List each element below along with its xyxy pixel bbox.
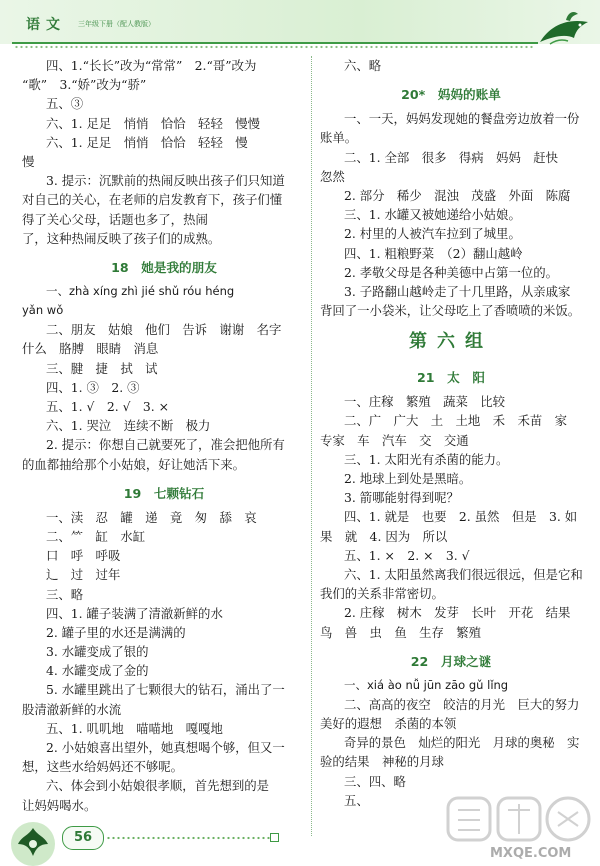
answer-line: 5. 水罐里跳出了七颗很大的钻石，涌出了一 bbox=[46, 682, 285, 698]
answer-line: 五、1. × 2. × 3. √ bbox=[344, 547, 470, 563]
answer-line: 2. 地球上到处是黑暗。 bbox=[344, 471, 472, 486]
header-grade-label: 三年级下册（配人教版） bbox=[78, 20, 155, 28]
answer-line: 五、 bbox=[344, 792, 369, 808]
bird-logo-icon bbox=[536, 8, 592, 48]
answer-line: 2. 孝敬父母是各种美德中占第一位的。 bbox=[344, 264, 559, 280]
answer-line: “歌” 3.“娇”改为“骄” bbox=[22, 77, 147, 93]
answer-line: 什么 胳膊 眼睛 消息 bbox=[22, 341, 159, 357]
answer-line: 三、四、略 bbox=[344, 773, 406, 789]
answer-line: 四、1. ③ 2. ③ bbox=[46, 379, 140, 395]
answer-line: 专家 车 汽车 交 交通 bbox=[320, 432, 469, 448]
answer-line: 辶 过 过年 bbox=[46, 567, 121, 583]
section-title-19: 19 七颗钻石 bbox=[123, 485, 205, 501]
column-divider bbox=[311, 56, 312, 836]
answer-line: 慢 bbox=[22, 153, 35, 169]
answer-line: 一、一天，妈妈发现她的餐盘旁边放着一份 bbox=[344, 111, 580, 127]
header-subject: 语文 bbox=[26, 17, 66, 33]
answer-line: 六、略 bbox=[344, 58, 382, 73]
answer-line: 六、1. 太阳虽然离我们很远很远，但是它和 bbox=[344, 566, 583, 582]
right-column bbox=[320, 56, 592, 810]
answer-line: 4. 水罐变成了金的 bbox=[46, 663, 149, 679]
answer-line: 五、1. √ 2. √ 3. × bbox=[46, 399, 170, 414]
page-number: 56 bbox=[62, 826, 104, 850]
answer-line: 五、③ bbox=[46, 96, 84, 112]
answer-line: 三、腱 捷 拭 试 bbox=[46, 360, 158, 376]
answer-line: 六、1. 足足 悄悄 恰恰 轻轻 慢 bbox=[46, 134, 248, 150]
header-dotted-rule bbox=[14, 45, 534, 49]
answer-line: 一、渎 忍 罐 递 竟 匆 舔 哀 bbox=[46, 509, 257, 525]
pinyin-line: 一、zhà xíng zhì jié shǔ róu héng bbox=[46, 283, 235, 298]
answer-line: 四、1. 就是 也要 2. 虽然 但是 3. 如 bbox=[344, 509, 578, 525]
answer-line: 2. 小姑娘喜出望外，她真想喝个够，但又一 bbox=[46, 740, 285, 755]
answer-line: 鸟 兽 虫 鱼 生存 繁殖 bbox=[320, 624, 482, 640]
answer-line: 了，这种热闹反映了孩子们的成熟。 bbox=[22, 230, 221, 246]
answer-line: 五、1. 叽叽地 喵喵地 嘎嘎地 bbox=[46, 720, 223, 736]
answer-line: 想，这些水给妈妈还不够呢。 bbox=[22, 759, 184, 775]
answer-line: 3. 水罐变成了银的 bbox=[46, 644, 149, 660]
watermark-url: MXQE.COM bbox=[490, 846, 572, 861]
answer-line: 2. 罐子里的水还是满满的 bbox=[46, 624, 186, 640]
answer-line: 背回了一小袋米，让父母吃上了香喷喷的米饭。 bbox=[320, 303, 581, 319]
answer-line: 的血都抽给那个小姑娘，好让她活下来。 bbox=[22, 456, 246, 472]
answer-line: 六、1. 足足 悄悄 恰恰 轻轻 慢慢 bbox=[46, 115, 261, 131]
header-rule bbox=[12, 42, 538, 44]
answer-line: 验的结果 神秘的月球 bbox=[320, 754, 444, 770]
section-title-18: 18 她是我的朋友 bbox=[111, 259, 217, 275]
answer-line: 奇异的景色 灿烂的阳光 月球的奥秘 实 bbox=[344, 735, 580, 751]
answer-line: 二、朋友 姑娘 他们 告诉 谢谢 名字 bbox=[46, 322, 294, 338]
answer-line: 美好的遐想 杀菌的本领 bbox=[320, 716, 457, 732]
answer-line: 口 呼 呼吸 bbox=[46, 548, 121, 564]
answer-line: 2. 村里的人被汽车拉到了城里。 bbox=[344, 226, 521, 242]
section-title-21: 21 太 阳 bbox=[417, 370, 485, 386]
pinyin-line: yǎn wǒ bbox=[22, 303, 64, 318]
answer-line: 得了关心父母，话题也多了，热闹 bbox=[22, 211, 208, 227]
answer-line: 六、体会到小姑娘很孝顺，首先想到的是 bbox=[46, 778, 270, 794]
answer-line: 让妈妈喝水。 bbox=[22, 797, 97, 813]
answer-line: 四、1. 粗粮野菜 （2）翻山越岭 bbox=[344, 245, 523, 261]
answer-line: 二、高高的夜空 皎洁的月光 巨大的努力 bbox=[344, 696, 592, 712]
answer-line: 三、略 bbox=[46, 586, 84, 602]
answer-line: 六、1. 哭泣 连续不断 极力 bbox=[46, 418, 211, 434]
group-title: 第六组 bbox=[409, 331, 493, 353]
answer-line: 账单。 bbox=[320, 130, 358, 146]
footer-dotted-rule bbox=[106, 836, 270, 840]
flower-logo-icon bbox=[4, 814, 62, 866]
answer-line: 三、1. 太阳光有杀菌的能力。 bbox=[344, 451, 509, 467]
answer-line: 一、庄稼 繁殖 蔬菜 比较 bbox=[344, 394, 506, 410]
answer-line: 果 就 4. 因为 所以 bbox=[320, 528, 448, 544]
section-title-20: 20* 妈妈的账单 bbox=[401, 87, 501, 103]
answer-line: 3. 箭哪能射得到呢？ bbox=[344, 490, 459, 506]
answer-line: 2. 提示：你想自己就要死了，准会把他所有 bbox=[46, 437, 285, 453]
answer-line: 忽然 bbox=[320, 168, 345, 184]
answer-line: 我们的关系非常密切。 bbox=[320, 586, 444, 602]
answer-line: 二、⺮ 缸 水缸 bbox=[46, 528, 146, 544]
answer-line: 3. 子路翻山越岭走了十几里路，从亲戚家 bbox=[344, 283, 571, 299]
answer-line: 四、1. 罐子装满了清澈新鲜的水 bbox=[46, 605, 223, 621]
answer-line: 3. 提示：沉默前的热闹反映出孩子们只知道 bbox=[46, 173, 285, 189]
answer-line: 三、1. 水罐又被她递给小姑娘。 bbox=[344, 207, 521, 223]
pinyin-line: 一、xiá ào nǚ jūn zāo gǔ lǐng bbox=[344, 677, 509, 692]
answer-line: 对自己的关心，在老师的启发教育下，孩子们懂 bbox=[22, 192, 283, 208]
answer-line: 2. 庄稼 树木 发芽 长叶 开花 结果 bbox=[344, 605, 583, 621]
footer-square-icon bbox=[270, 833, 279, 842]
answer-line: 2. 部分 稀少 混浊 茂盛 外面 陈腐 bbox=[344, 187, 571, 203]
answer-line: 二、广 广大 土 土地 禾 禾苗 家 bbox=[344, 413, 580, 429]
left-column bbox=[22, 56, 306, 815]
answer-line: 四、1.“长长”改为“常常” 2.“哥”改为 bbox=[46, 58, 257, 73]
answer-line: 股清澈新鲜的水流 bbox=[22, 701, 122, 717]
answer-line: 二、1. 全部 很多 得病 妈妈 赶快 bbox=[344, 149, 571, 165]
section-title-22: 22 月球之谜 bbox=[410, 653, 492, 669]
